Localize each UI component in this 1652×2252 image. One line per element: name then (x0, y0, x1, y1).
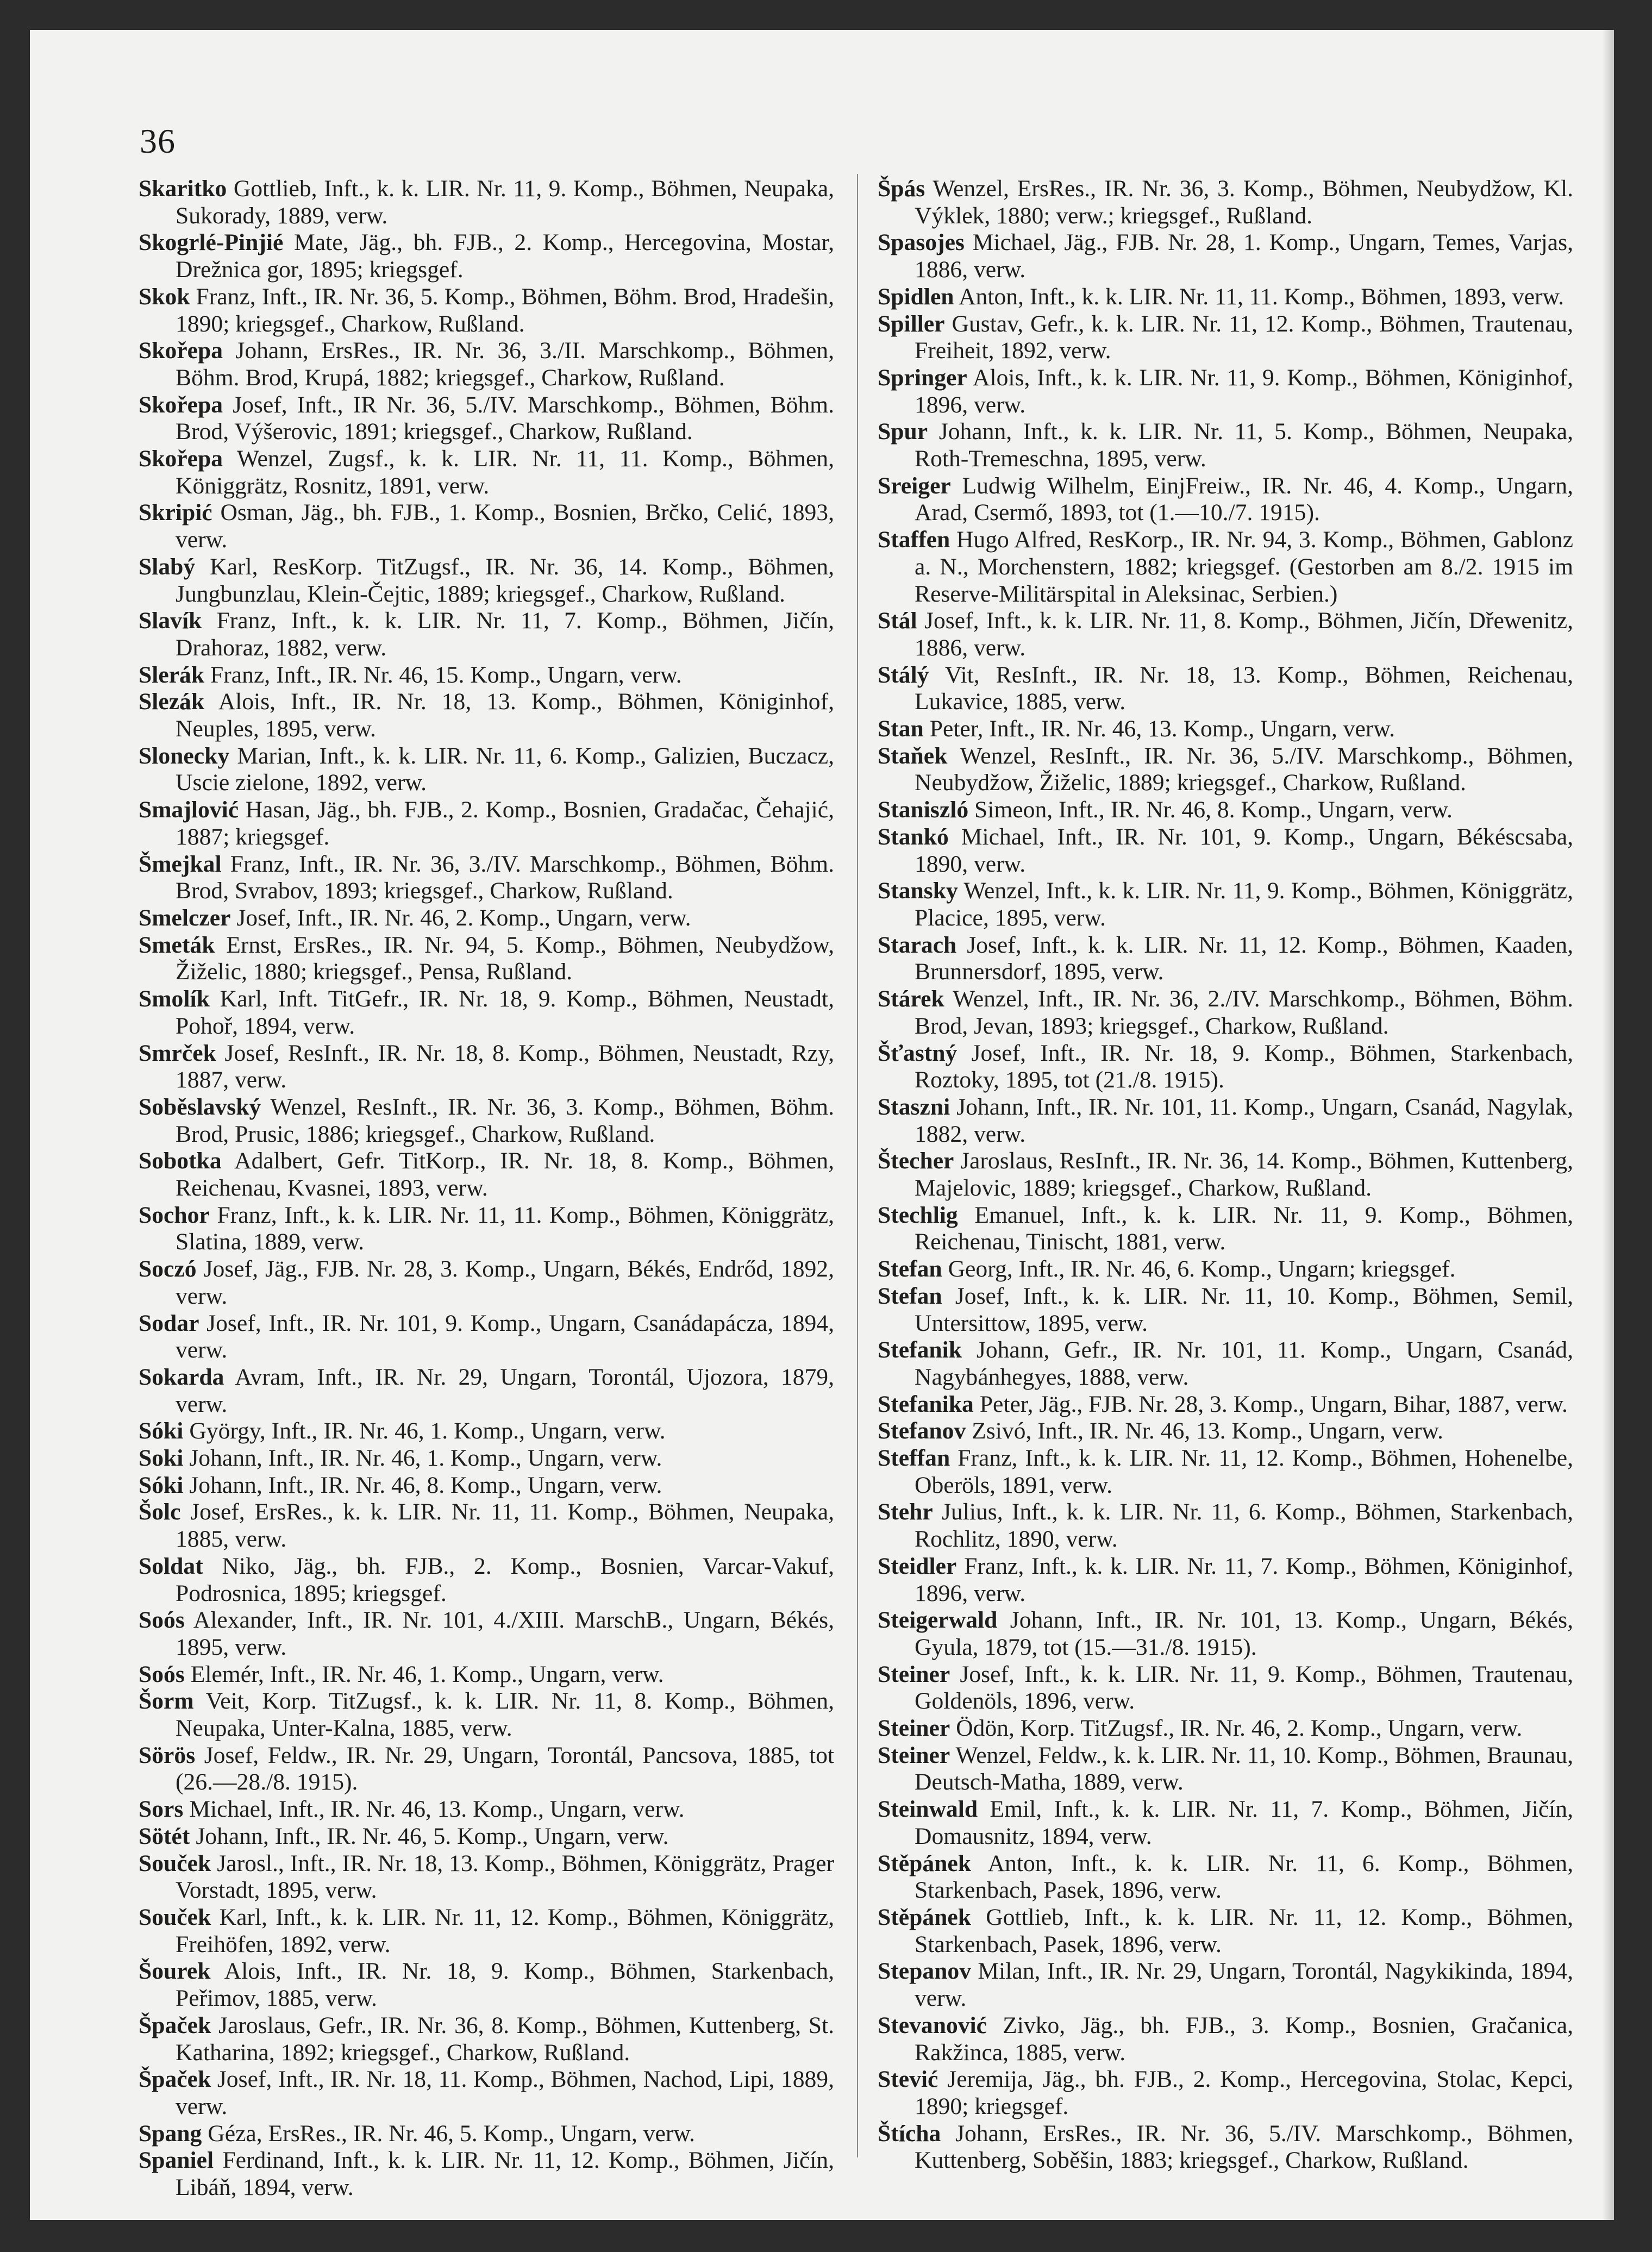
entry-surname: Spang (139, 2120, 202, 2147)
entry-details: Gottlieb, Inft., k. k. LIR. Nr. 11, 9. Komp., Böhmen, Neupaka, Sukorady, 1889, verw. (176, 176, 834, 229)
entry-details: Karl, Inft. TitGefr., IR. Nr. 18, 9. Komp., Böhmen, Neustadt, Pohoř, 1894, verw. (176, 986, 834, 1039)
entry-surname: Skok (139, 283, 190, 310)
entry-details: Josef, Inft., IR. Nr. 18, 11. Komp., Böhmen, Nachod, Lipi, 1889, verw. (176, 2066, 834, 2119)
entry-details: Franz, Inft., k. k. LIR. Nr. 11, 7. Komp., Böhmen, Königinhof, 1896, verw. (915, 1553, 1573, 1606)
register-entry (139, 1607, 834, 1661)
entry-surname: Steinwald (878, 1796, 978, 1823)
entry-details: Peter, Jäg., FJB. Nr. 28, 3. Komp., Ungarn, Bihar, 1887, verw. (979, 1391, 1568, 1417)
entry-details: Marian, Inft., k. k. LIR. Nr. 11, 6. Komp., Galizien, Buczacz, Uscie zielone, 1892, verw. (176, 742, 834, 796)
entry-surname: Spasojes (878, 229, 965, 256)
entry-details: Josef, Jäg., FJB. Nr. 28, 3. Komp., Ungarn, Békés, Endrőd, 1892, verw. (176, 1256, 835, 1309)
entry-details: Karl, Inft., k. k. LIR. Nr. 11, 12. Komp., Böhmen, Königgrätz, Freihöfen, 1892, verw. (176, 1904, 834, 1957)
entry-surname: Stefanov (878, 1418, 966, 1444)
entry-details: Josef, Inft., k. k. LIR. Nr. 11, 10. Komp., Böhmen, Semil, Untersittow, 1895, verw. (915, 1283, 1573, 1336)
page-edge-shadow (1602, 30, 1614, 2220)
entry-details: Josef, Inft., k. k. LIR. Nr. 11, 9. Komp., Böhmen, Trautenau, Goldenöls, 1896, verw. (915, 1661, 1573, 1715)
register-entry (878, 1850, 1573, 1904)
entry-details: Vit, ResInft., IR. Nr. 18, 13. Komp., Böhmen, Reichenau, Lukavice, 1885, verw. (915, 661, 1573, 715)
register-entry (139, 392, 834, 446)
entry-surname: Stevanović (878, 2012, 987, 2038)
register-entry (878, 229, 1573, 283)
register-entry (139, 1202, 834, 1256)
register-entry (878, 1742, 1573, 1796)
entry-surname: Steidler (878, 1553, 957, 1579)
entry-details: Jarosl., Inft., IR. Nr. 18, 13. Komp., Böhmen, Königgrätz, Prager Vorstadt, 1895, verw. (176, 1850, 834, 1904)
entry-surname: Sötét (139, 1823, 190, 1849)
register-entry (878, 608, 1573, 661)
entry-surname: Skořepa (139, 337, 223, 364)
register-entry (139, 851, 834, 905)
entry-surname: Skogrlé-Pinjié (139, 229, 284, 256)
entry-surname: Staňek (878, 742, 948, 769)
register-entry (878, 284, 1573, 311)
register-entry (139, 608, 834, 661)
entry-details: Wenzel, Inft., IR. Nr. 36, 2./IV. Marschkomp., Böhmen, Böhm. Brod, Jevan, 1893; kriegsgef., Charkow, Rußland. (915, 986, 1573, 1039)
register-entry (878, 176, 1573, 229)
entry-details: Wenzel, Feldw., k. k. LIR. Nr. 11, 10. Komp., Böhmen, Braunau, Deutsch-Matha, 1889, verw. (915, 1742, 1573, 1796)
entry-details: Veit, Korp. TitZugsf., k. k. LIR. Nr. 11, 8. Komp., Böhmen, Neupaka, Unter-Kalna, 1885, verw. (176, 1688, 834, 1742)
entry-details: Hasan, Jäg., bh. FJB., 2. Komp., Bosnien, Gradačac, Čehajić, 1887; kriegsgef. (176, 797, 834, 850)
entry-surname: Skořepa (139, 446, 223, 472)
entry-surname: Skripić (139, 499, 212, 526)
entry-surname: Soós (139, 1661, 185, 1687)
entry-details: Johann, Inft., IR. Nr. 101, 11. Komp., Ungarn, Csanád, Nagylak, 1882, verw. (915, 1093, 1574, 1147)
entry-surname: Skořepa (139, 391, 223, 418)
register-entry (139, 1553, 834, 1607)
register-entry (878, 797, 1573, 824)
register-entry (878, 527, 1573, 608)
entry-surname: Souček (139, 1850, 211, 1876)
entry-surname: Stefanik (878, 1337, 962, 1363)
entry-details: Niko, Jäg., bh. FJB., 2. Komp., Bosnien, Varcar-Vakuf, Podrosnica, 1895; kriegsgef. (176, 1553, 834, 1606)
entry-details: Josef, ErsRes., k. k. LIR. Nr. 11, 11. Komp., Böhmen, Neupaka, 1885, verw. (176, 1499, 834, 1553)
entry-surname: Steiner (878, 1715, 950, 1742)
entry-details: Josef, Feldw., IR. Nr. 29, Ungarn, Torontál, Pancsova, 1885, tot (26.—28./8. 1915). (176, 1742, 834, 1796)
entry-surname: Sóki (139, 1472, 184, 1498)
entry-details: Peter, Inft., IR. Nr. 46, 13. Komp., Ungarn, verw. (929, 716, 1395, 742)
register-entry (878, 986, 1573, 1040)
entry-surname: Slerák (139, 661, 205, 688)
register-entry (139, 1364, 834, 1418)
register-entry (878, 1904, 1573, 1958)
entry-details: Alois, Inft., IR. Nr. 18, 13. Komp., Böhmen, Königinhof, Neuples, 1895, verw. (176, 689, 834, 742)
register-entry (878, 1796, 1573, 1850)
entry-surname: Sochor (139, 1202, 210, 1228)
register-entry (139, 1958, 834, 2012)
entry-surname: Špaček (139, 2066, 211, 2093)
entry-surname: Slonecky (139, 742, 230, 769)
entry-details: Karl, ResKorp. TitZugsf., IR. Nr. 36, 14. Komp., Böhmen, Jungbunzlau, Klein-Čejtic, 1889; kriegsgef., Charkow, Rußland. (176, 553, 834, 607)
entry-surname: Sreiger (878, 472, 951, 499)
entry-details: Simeon, Inft., IR. Nr. 46, 8. Komp., Ungarn, verw. (974, 797, 1453, 823)
register-entry (878, 1202, 1573, 1256)
entry-surname: Staszni (878, 1093, 950, 1120)
register-entry (139, 1742, 834, 1796)
entry-details: Johann, Gefr., IR. Nr. 101, 11. Komp., Ungarn, Csanád, Nagybánhegyes, 1888, verw. (915, 1337, 1573, 1390)
register-entry (139, 1796, 834, 1823)
entry-surname: Souček (139, 1904, 211, 1930)
entry-details: Josef, Inft., IR Nr. 36, 5./IV. Marschkomp., Böhmen, Böhm. Brod, Výšerovic, 1891; kriegsgef., Charkow, Rußland. (176, 391, 834, 445)
register-entry (139, 337, 834, 391)
entry-details: György, Inft., IR. Nr. 46, 1. Komp., Ungarn, verw. (189, 1418, 666, 1444)
entry-surname: Soós (139, 1607, 185, 1634)
entry-surname: Sóki (139, 1418, 184, 1444)
entry-details: Josef, Inft., k. k. LIR. Nr. 11, 8. Komp., Böhmen, Jičín, Dřewenitz, 1886, verw. (915, 608, 1573, 661)
entry-surname: Slabý (139, 553, 196, 580)
register-entry (139, 1904, 834, 1958)
entry-details: Michael, Jäg., FJB. Nr. 28, 1. Komp., Ungarn, Temes, Varjas, 1886, verw. (915, 229, 1573, 283)
register-entry (878, 1283, 1573, 1337)
register-entry (139, 1418, 834, 1445)
entry-details: Géza, ErsRes., IR. Nr. 46, 5. Komp., Ungarn, verw. (208, 2120, 695, 2147)
entry-details: Johann, Inft., IR. Nr. 46, 1. Komp., Ungarn, verw. (189, 1445, 662, 1472)
entry-details: Wenzel, Zugsf., k. k. LIR. Nr. 11, 11. Komp., Böhmen, Königgrätz, Rosnitz, 1891, verw. (176, 446, 834, 499)
entry-surname: Stechlig (878, 1202, 958, 1228)
entry-details: Emanuel, Inft., k. k. LIR. Nr. 11, 9. Komp., Böhmen, Reichenau, Tinischt, 1881, verw. (915, 1202, 1573, 1255)
entry-details: Franz, Inft., k. k. LIR. Nr. 11, 7. Komp., Böhmen, Jičín, Drahoraz, 1882, verw. (176, 608, 834, 661)
register-entry (878, 743, 1573, 797)
entry-surname: Soki (139, 1445, 184, 1472)
register-entry (878, 662, 1573, 716)
register-entry (139, 2066, 834, 2120)
entry-details: Franz, Inft., IR. Nr. 36, 3./IV. Marschkomp., Böhmen, Böhm. Brod, Svrabov, 1893; kriegsgef., Charkow, Rußland. (176, 850, 834, 904)
register-entry (878, 1148, 1573, 1202)
entry-surname: Springer (878, 364, 967, 391)
register-entry (878, 365, 1573, 418)
right-column (878, 176, 1574, 2174)
entry-details: Adalbert, Gefr. TitKorp., IR. Nr. 18, 8. Komp., Böhmen, Reichenau, Kvasnei, 1893, verw. (176, 1148, 834, 1202)
entry-details: Josef, Inft., IR. Nr. 18, 9. Komp., Böhmen, Starkenbach, Roztoky, 1895, tot (21./8. 1915). (915, 1040, 1573, 1093)
register-entry (878, 418, 1573, 472)
entry-details: Wenzel, ErsRes., IR. Nr. 36, 3. Komp., Böhmen, Neubydžow, Kl. Výklek, 1880; verw.; kriegsgef., Rußland. (915, 176, 1573, 229)
entry-details: Zsivó, Inft., IR. Nr. 46, 13. Komp., Ungarn, verw. (972, 1418, 1443, 1444)
register-entry (139, 2120, 834, 2148)
register-entry (139, 1310, 834, 1364)
register-entry (878, 716, 1573, 743)
entry-surname: Soběslavský (139, 1093, 261, 1120)
entry-surname: Štícha (878, 2120, 941, 2147)
entry-details: Emil, Inft., k. k. LIR. Nr. 11, 7. Komp., Böhmen, Jičín, Domausnitz, 1894, verw. (915, 1796, 1573, 1849)
entry-details: Josef, Inft., IR. Nr. 101, 9. Komp., Ungarn, Csanádapácza, 1894, verw. (176, 1310, 834, 1363)
entry-details: Franz, Inft., IR. Nr. 46, 15. Komp., Ungarn, verw. (210, 661, 682, 688)
register-entry (878, 1391, 1573, 1418)
entry-details: Ferdinand, Inft., k. k. LIR. Nr. 11, 12. Komp., Böhmen, Jičín, Libáň, 1894, verw. (176, 2147, 834, 2201)
entry-surname: Spiller (878, 310, 945, 337)
entry-details: Franz, Inft., k. k. LIR. Nr. 11, 12. Komp., Böhmen, Hohenelbe, Oberöls, 1891, verw. (915, 1445, 1573, 1498)
register-entry (878, 878, 1573, 931)
column-divider (857, 174, 858, 2157)
entry-surname: Smrček (139, 1040, 216, 1066)
entry-details: Jeremija, Jäg., bh. FJB., 2. Komp., Hercegovina, Stolac, Kepci, 1890; kriegsgef. (915, 2066, 1573, 2119)
entry-surname: Starach (878, 931, 957, 958)
entry-details: Alexander, Inft., IR. Nr. 101, 4./XIII. MarschB., Ungarn, Békés, 1895, verw. (176, 1607, 834, 1660)
register-entry (878, 311, 1573, 365)
entry-surname: Stěpánek (878, 1850, 971, 1876)
entry-details: Wenzel, ResInft., IR. Nr. 36, 3. Komp., Böhmen, Böhm. Brod, Prusic, 1886; kriegsgef., Charkow, Rußland. (176, 1093, 834, 1147)
register-entry (878, 2066, 1573, 2120)
register-entry (139, 1499, 834, 1553)
entry-details: Georg, Inft., IR. Nr. 46, 6. Komp., Ungarn; kriegsgef. (948, 1256, 1456, 1283)
entry-surname: Staniszló (878, 797, 969, 823)
entry-surname: Steffan (878, 1445, 950, 1472)
entry-details: Anton, Inft., k. k. LIR. Nr. 11, 11. Komp., Böhmen, 1893, verw. (959, 283, 1565, 310)
left-column (139, 176, 835, 2201)
entry-details: Wenzel, ResInft., IR. Nr. 36, 5./IV. Marschkomp., Böhmen, Neubydžow, Žiželic, 1889; kriegsgef., Charkow, Rußland. (915, 742, 1573, 796)
entry-surname: Stansky (878, 878, 958, 904)
entry-surname: Smelczer (139, 904, 231, 931)
register-entry (139, 284, 834, 337)
entry-surname: Staffen (878, 527, 950, 553)
register-entry (139, 1823, 834, 1850)
register-entry (139, 1850, 834, 1904)
entry-details: Zivko, Jäg., bh. FJB., 3. Komp., Bosnien, Gračanica, Rakžinca, 1885, verw. (915, 2012, 1574, 2066)
entry-details: Ludwig Wilhelm, EinjFreiw., IR. Nr. 46, 4. Komp., Ungarn, Arad, Csermő, 1893, tot (1.—10./7. 1915). (915, 472, 1573, 526)
entry-details: Franz, Inft., k. k. LIR. Nr. 11, 11. Komp., Böhmen, Königgrätz, Slatina, 1889, verw. (176, 1202, 834, 1255)
register-entry (878, 2120, 1573, 2174)
entry-details: Osman, Jäg., bh. FJB., 1. Komp., Bosnien, Brčko, Celić, 1893, verw. (176, 499, 834, 553)
entry-surname: Spidlen (878, 283, 954, 310)
entry-surname: Šolc (139, 1499, 181, 1525)
entry-details: Johann, ErsRes., IR. Nr. 36, 3./II. Marschkomp., Böhmen, Böhm. Brod, Krupá, 1882; kriegsgef., Charkow, Rußland. (176, 337, 834, 391)
entry-surname: Smolík (139, 986, 210, 1012)
entry-details: Anton, Inft., k. k. LIR. Nr. 11, 6. Komp., Böhmen, Starkenbach, Pasek, 1896, verw. (915, 1850, 1573, 1904)
register-entry (139, 176, 834, 229)
register-entry (139, 1040, 834, 1094)
entry-details: Johann, Inft., k. k. LIR. Nr. 11, 5. Komp., Böhmen, Neupaka, Roth-Tremeschna, 1895, verw. (915, 418, 1573, 472)
register-entry (878, 824, 1573, 878)
register-entry (139, 932, 834, 986)
entry-surname: Stěpánek (878, 1904, 971, 1930)
register-entry (878, 1256, 1573, 1283)
entry-details: Johann, Inft., IR. Nr. 46, 5. Komp., Ungarn, verw. (196, 1823, 669, 1849)
entry-surname: Sors (139, 1796, 184, 1823)
entry-details: Jaroslaus, Gefr., IR. Nr. 36, 8. Komp., Böhmen, Kuttenberg, St. Katharina, 1892; kriegsgef., Charkow, Rußland. (176, 2012, 834, 2066)
entry-surname: Stárek (878, 986, 944, 1012)
register-entry (878, 1418, 1573, 1445)
entry-surname: Stál (878, 608, 917, 634)
entry-details: Johann, ErsRes., IR. Nr. 36, 5./IV. Marschkomp., Böhmen, Kuttenberg, Soběšin, 1883; kriegsgef., Charkow, Rußland. (915, 2120, 1573, 2174)
register-entry (139, 689, 834, 742)
register-entry (878, 1337, 1573, 1391)
document-page (30, 30, 1614, 2220)
register-entry (878, 1661, 1573, 1715)
entry-details: Ernst, ErsRes., IR. Nr. 94, 5. Komp., Böhmen, Neubydžow, Žiželic, 1880; kriegsgef., Pensa, Rußland. (176, 931, 834, 985)
entry-surname: Stefan (878, 1256, 942, 1283)
entry-surname: Stehr (878, 1499, 933, 1525)
register-entry (139, 2012, 834, 2066)
register-entry (139, 1148, 834, 1202)
entry-surname: Smeták (139, 931, 215, 958)
entry-surname: Stan (878, 716, 924, 742)
entry-surname: Slavík (139, 608, 202, 634)
entry-surname: Stálý (878, 661, 929, 688)
register-entry (139, 229, 834, 283)
register-entry (139, 743, 834, 797)
entry-surname: Špaček (139, 2012, 211, 2038)
register-entry (139, 446, 834, 499)
entry-details: Josef, Inft., IR. Nr. 46, 2. Komp., Ungarn, verw. (236, 904, 691, 931)
entry-surname: Steiner (878, 1742, 950, 1768)
entry-details: Mate, Jäg., bh. FJB., 2. Komp., Hercegovina, Mostar, Drežnica gor, 1895; kriegsgef. (176, 229, 834, 283)
entry-details: Ödön, Korp. TitZugsf., IR. Nr. 46, 2. Komp., Ungarn, verw. (956, 1715, 1523, 1742)
entry-surname: Stankó (878, 823, 949, 850)
register-entry (139, 1445, 834, 1472)
entry-details: Alois, Inft., k. k. LIR. Nr. 11, 9. Komp., Böhmen, Königinhof, 1896, verw. (915, 364, 1573, 418)
entry-details: Milan, Inft., IR. Nr. 29, Ungarn, Torontál, Nagykikinda, 1894, verw. (915, 1958, 1573, 2012)
register-entry (139, 554, 834, 608)
entry-details: Gottlieb, Inft., k. k. LIR. Nr. 11, 12. Komp., Böhmen, Starkenbach, Pasek, 1896, verw. (915, 1904, 1573, 1957)
register-entry (139, 662, 834, 689)
register-entry (878, 1445, 1573, 1499)
entry-surname: Šorm (139, 1688, 194, 1715)
entry-details: Michael, Inft., IR. Nr. 46, 13. Komp., Ungarn, verw. (189, 1796, 685, 1823)
entry-surname: Sörös (139, 1742, 196, 1768)
register-entry (139, 1256, 834, 1310)
entry-surname: Sobotka (139, 1148, 222, 1174)
register-entry (878, 1958, 1573, 2012)
entry-surname: Soldat (139, 1553, 203, 1579)
entry-surname: Smajlović (139, 797, 239, 823)
register-entry (139, 905, 834, 932)
register-entry (878, 1499, 1573, 1553)
register-entry (139, 986, 834, 1040)
register-entry (878, 473, 1573, 527)
register-entry (878, 1553, 1573, 1607)
entry-surname: Skaritko (139, 176, 227, 202)
entry-surname: Šmejkal (139, 850, 222, 877)
entry-surname: Slezák (139, 689, 205, 715)
entry-surname: Stefan (878, 1283, 942, 1309)
register-entry (139, 1661, 834, 1688)
entry-details: Franz, Inft., IR. Nr. 36, 5. Komp., Böhmen, Böhm. Brod, Hradešin, 1890; kriegsgef., Charkow, Rußland. (176, 283, 834, 337)
entry-surname: Steigerwald (878, 1607, 998, 1634)
entry-surname: Sodar (139, 1310, 199, 1336)
entry-details: Gustav, Gefr., k. k. LIR. Nr. 11, 12. Komp., Böhmen, Trautenau, Freiheit, 1892, verw. (915, 310, 1573, 364)
entry-details: Avram, Inft., IR. Nr. 29, Ungarn, Torontál, Ujozora, 1879, verw. (176, 1363, 834, 1417)
entry-surname: Spur (878, 418, 928, 445)
register-entry (139, 2147, 834, 2201)
entry-details: Michael, Inft., IR. Nr. 101, 9. Komp., Ungarn, Békéscsaba, 1890, verw. (915, 823, 1573, 877)
entry-surname: Spaniel (139, 2147, 214, 2174)
entry-surname: Šťastný (878, 1040, 958, 1066)
page-number: 36 (140, 122, 176, 160)
entry-surname: Soczó (139, 1256, 197, 1283)
register-entry (139, 1472, 834, 1499)
entry-surname: Štecher (878, 1148, 954, 1174)
register-entry (139, 797, 834, 850)
entry-details: Hugo Alfred, ResKorp., IR. Nr. 94, 3. Komp., Böhmen, Gablonz a. N., Morchenstern, 1882; kriegsgef. (Gestorben am 8./2. 1915 im Reserve-Militärspital in Aleksinac, Serbien.) (915, 527, 1573, 607)
register-entry (878, 1715, 1573, 1742)
entry-surname: Stepanov (878, 1958, 971, 1985)
entry-surname: Steiner (878, 1661, 950, 1687)
entry-details: Wenzel, Inft., k. k. LIR. Nr. 11, 9. Komp., Böhmen, Königgrätz, Placice, 1895, verw. (915, 878, 1573, 931)
entry-details: Jaroslaus, ResInft., IR. Nr. 36, 14. Komp., Böhmen, Kuttenberg, Majelovic, 1889; kriegsgef., Charkow, Rußland. (915, 1148, 1573, 1202)
entry-surname: Stefanika (878, 1391, 974, 1417)
register-entry (878, 1094, 1573, 1148)
register-entry (139, 499, 834, 553)
register-entry (139, 1688, 834, 1742)
entry-surname: Stević (878, 2066, 938, 2093)
entry-surname: Šourek (139, 1958, 211, 1985)
entry-surname: Špás (878, 176, 925, 202)
entry-details: Elemér, Inft., IR. Nr. 46, 1. Komp., Ungarn, verw. (190, 1661, 664, 1687)
register-entry (878, 932, 1573, 986)
entry-surname: Sokarda (139, 1363, 224, 1390)
register-entry (878, 1607, 1573, 1661)
entry-details: Johann, Inft., IR. Nr. 101, 13. Komp., Ungarn, Békés, Gyula, 1879, tot (15.—31./8. 1915). (915, 1607, 1573, 1660)
register-entry (139, 1094, 834, 1148)
entry-details: Johann, Inft., IR. Nr. 46, 8. Komp., Ungarn, verw. (189, 1472, 662, 1498)
entry-details: Josef, ResInft., IR. Nr. 18, 8. Komp., Böhmen, Neustadt, Rzy, 1887, verw. (176, 1040, 834, 1093)
entry-details: Julius, Inft., k. k. LIR. Nr. 11, 6. Komp., Böhmen, Starkenbach, Rochlitz, 1890, verw. (915, 1499, 1573, 1553)
register-entry (878, 2012, 1573, 2066)
register-entry (878, 1040, 1573, 1094)
entry-details: Alois, Inft., IR. Nr. 18, 9. Komp., Böhmen, Starkenbach, Peřimov, 1885, verw. (176, 1958, 834, 2012)
entry-details: Josef, Inft., k. k. LIR. Nr. 11, 12. Komp., Böhmen, Kaaden, Brunnersdorf, 1895, verw. (915, 931, 1574, 985)
